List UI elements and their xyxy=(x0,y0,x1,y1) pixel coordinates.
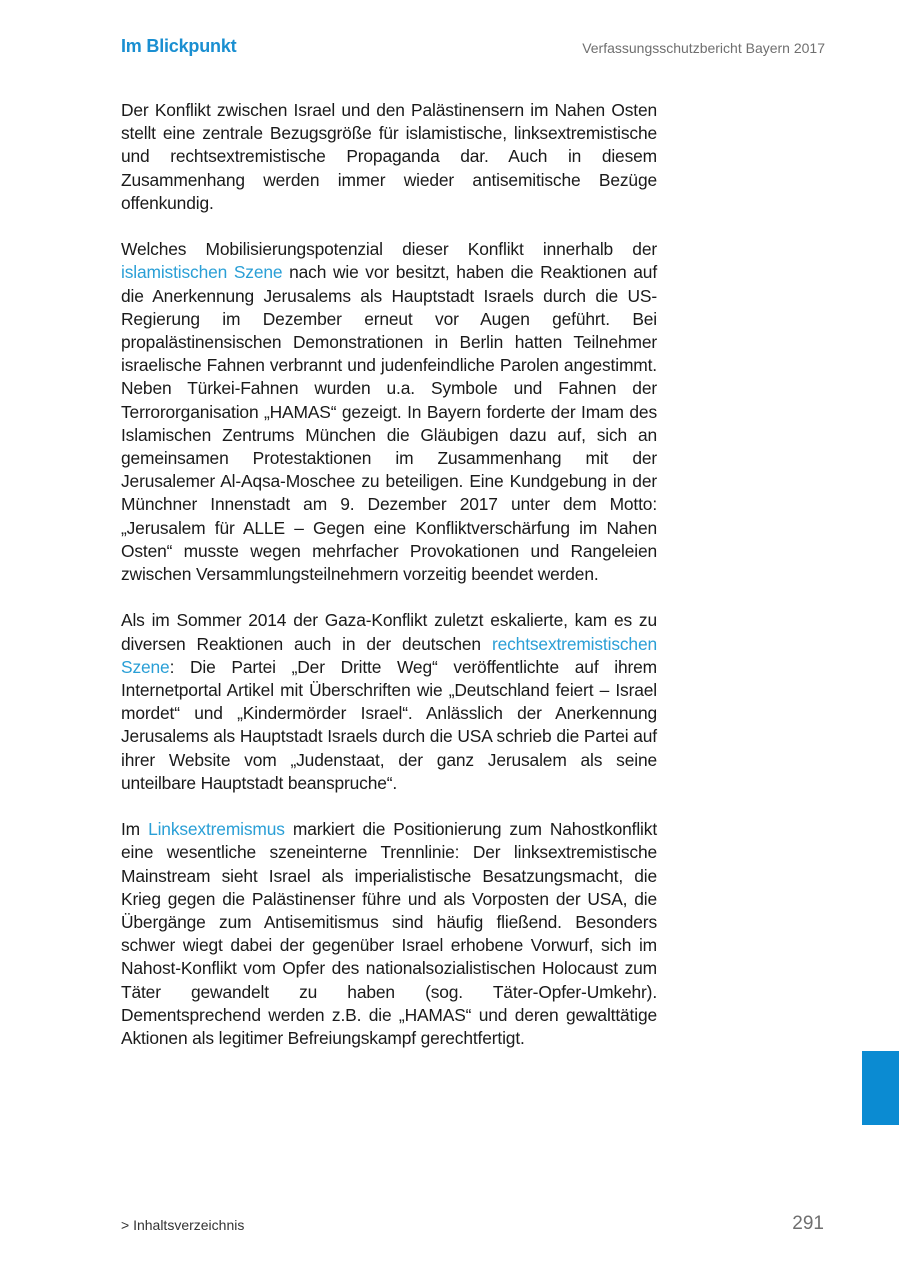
link-rechtsextremistische-szene[interactable]: rechtsextremistischen Szene xyxy=(121,633,657,677)
paragraph-intro xyxy=(121,99,657,215)
link-islamistische-szene[interactable]: islamistischen Szene xyxy=(121,262,283,283)
paragraph-text: nach wie vor besitzt, haben die Reaktionen auf die Anerkennung Jerusalems als Hauptstadt Israels durch die US-Regierung im Dezember erneut vor Augen geführt. Bei propalästinensischen Demonstrationen in Berlin hatten Teilnehmer israelische Fahnen verbrannt und judenfeindliche Parolen angestimmt. Neben Türkei-Fahnen wurden u.a. Symbole und Fahnen der Terrororganisation „HAMAS“ gezeigt. In Bayern forderte der Imam des Islamischen Zentrums München die Gläubigen dazu auf, sich an gemeinsamen Protestaktionen im Zusammenhang mit der Jerusalemer Al-Aqsa-Moschee zu beteiligen. Eine Kundgebung in der Münchner Innenstadt am 9. Dezember 2017 unter dem Motto: „Jerusalem für ALLE – Gegen eine Konfliktverschärfung im Nahen Osten“ musste wegen mehrfacher Provokationen und Rangeleien zwischen Versammlungsteilnehmern vorzeitig beendet werden. xyxy=(121,262,657,585)
paragraph-text: Welches Mobilisierungspotenzial dieser Konflikt innerhalb der xyxy=(121,239,657,260)
report-title: Verfassungsschutzbericht Bayern 2017 xyxy=(582,40,825,56)
paragraph-text: Im xyxy=(121,819,149,840)
page-number: 291 xyxy=(792,1213,824,1234)
paragraph-text: : Die Partei „Der Dritte Weg“ veröffentlichte auf ihrem Internetportal Artikel mit Überschriften wie „Deutschland feiert – Israel mordet“ und „Kindermörder Israel“. Anlässlich der Anerkennung Jerusalems als Hauptstadt Israels durch die USA schrieb die Partei auf ihrer Website vom „Judenstaat, der ganz Jerusalem als seine unteilbare Hauptstadt beanspruche“. xyxy=(121,656,657,793)
paragraph-text: Der Konflikt zwischen Israel und den Palästinensern im Nahen Osten stellt eine zentrale Bezugsgröße für islamistische, linksextremistische und rechtsextremistische Propaganda dar. Auch in diesem Zusammenhang werden immer wieder antisemitische Bezüge offenkundig. xyxy=(121,100,657,213)
table-of-contents-link[interactable]: > Inhaltsverzeichnis xyxy=(121,1217,245,1233)
paragraph-islamism xyxy=(121,238,657,586)
section-title: Im Blickpunkt xyxy=(121,36,237,56)
paragraph-right-extremism xyxy=(121,609,657,795)
body-text xyxy=(121,99,657,1073)
chapter-tab-marker xyxy=(862,1051,899,1125)
paragraph-text: Als im Sommer 2014 der Gaza-Konflikt zuletzt eskalierte, kam es zu diversen Reaktionen auch in der deutschen xyxy=(121,610,657,654)
paragraph-text: markiert die Positionierung zum Nahostkonflikt eine wesentliche szeneinterne Trennlinie: Der linksextremistische Mainstream sieht Israel als imperialistische Besatzungsmacht, die Krieg gegen die Palästinenser führe und als Vorposten der USA, die Übergänge zum Antisemitismus sind häufig fließend. Besonders schwer wiegt dabei der gegenüber Israel erhobene Vorwurf, sich im Nahost-Konflikt vom Opfer des nationalsozialistischen Holocaust zum Täter gewandelt zu haben (sog. Täter-Opfer-Umkehr). Dementsprechend werden z.B. die „HAMAS“ und deren gewalttätige Aktionen als legitimer Befreiungskampf gerechtfertigt. xyxy=(121,819,657,1049)
link-linksextremismus[interactable]: Linksextremismus xyxy=(148,819,285,840)
paragraph-left-extremism xyxy=(121,818,657,1050)
